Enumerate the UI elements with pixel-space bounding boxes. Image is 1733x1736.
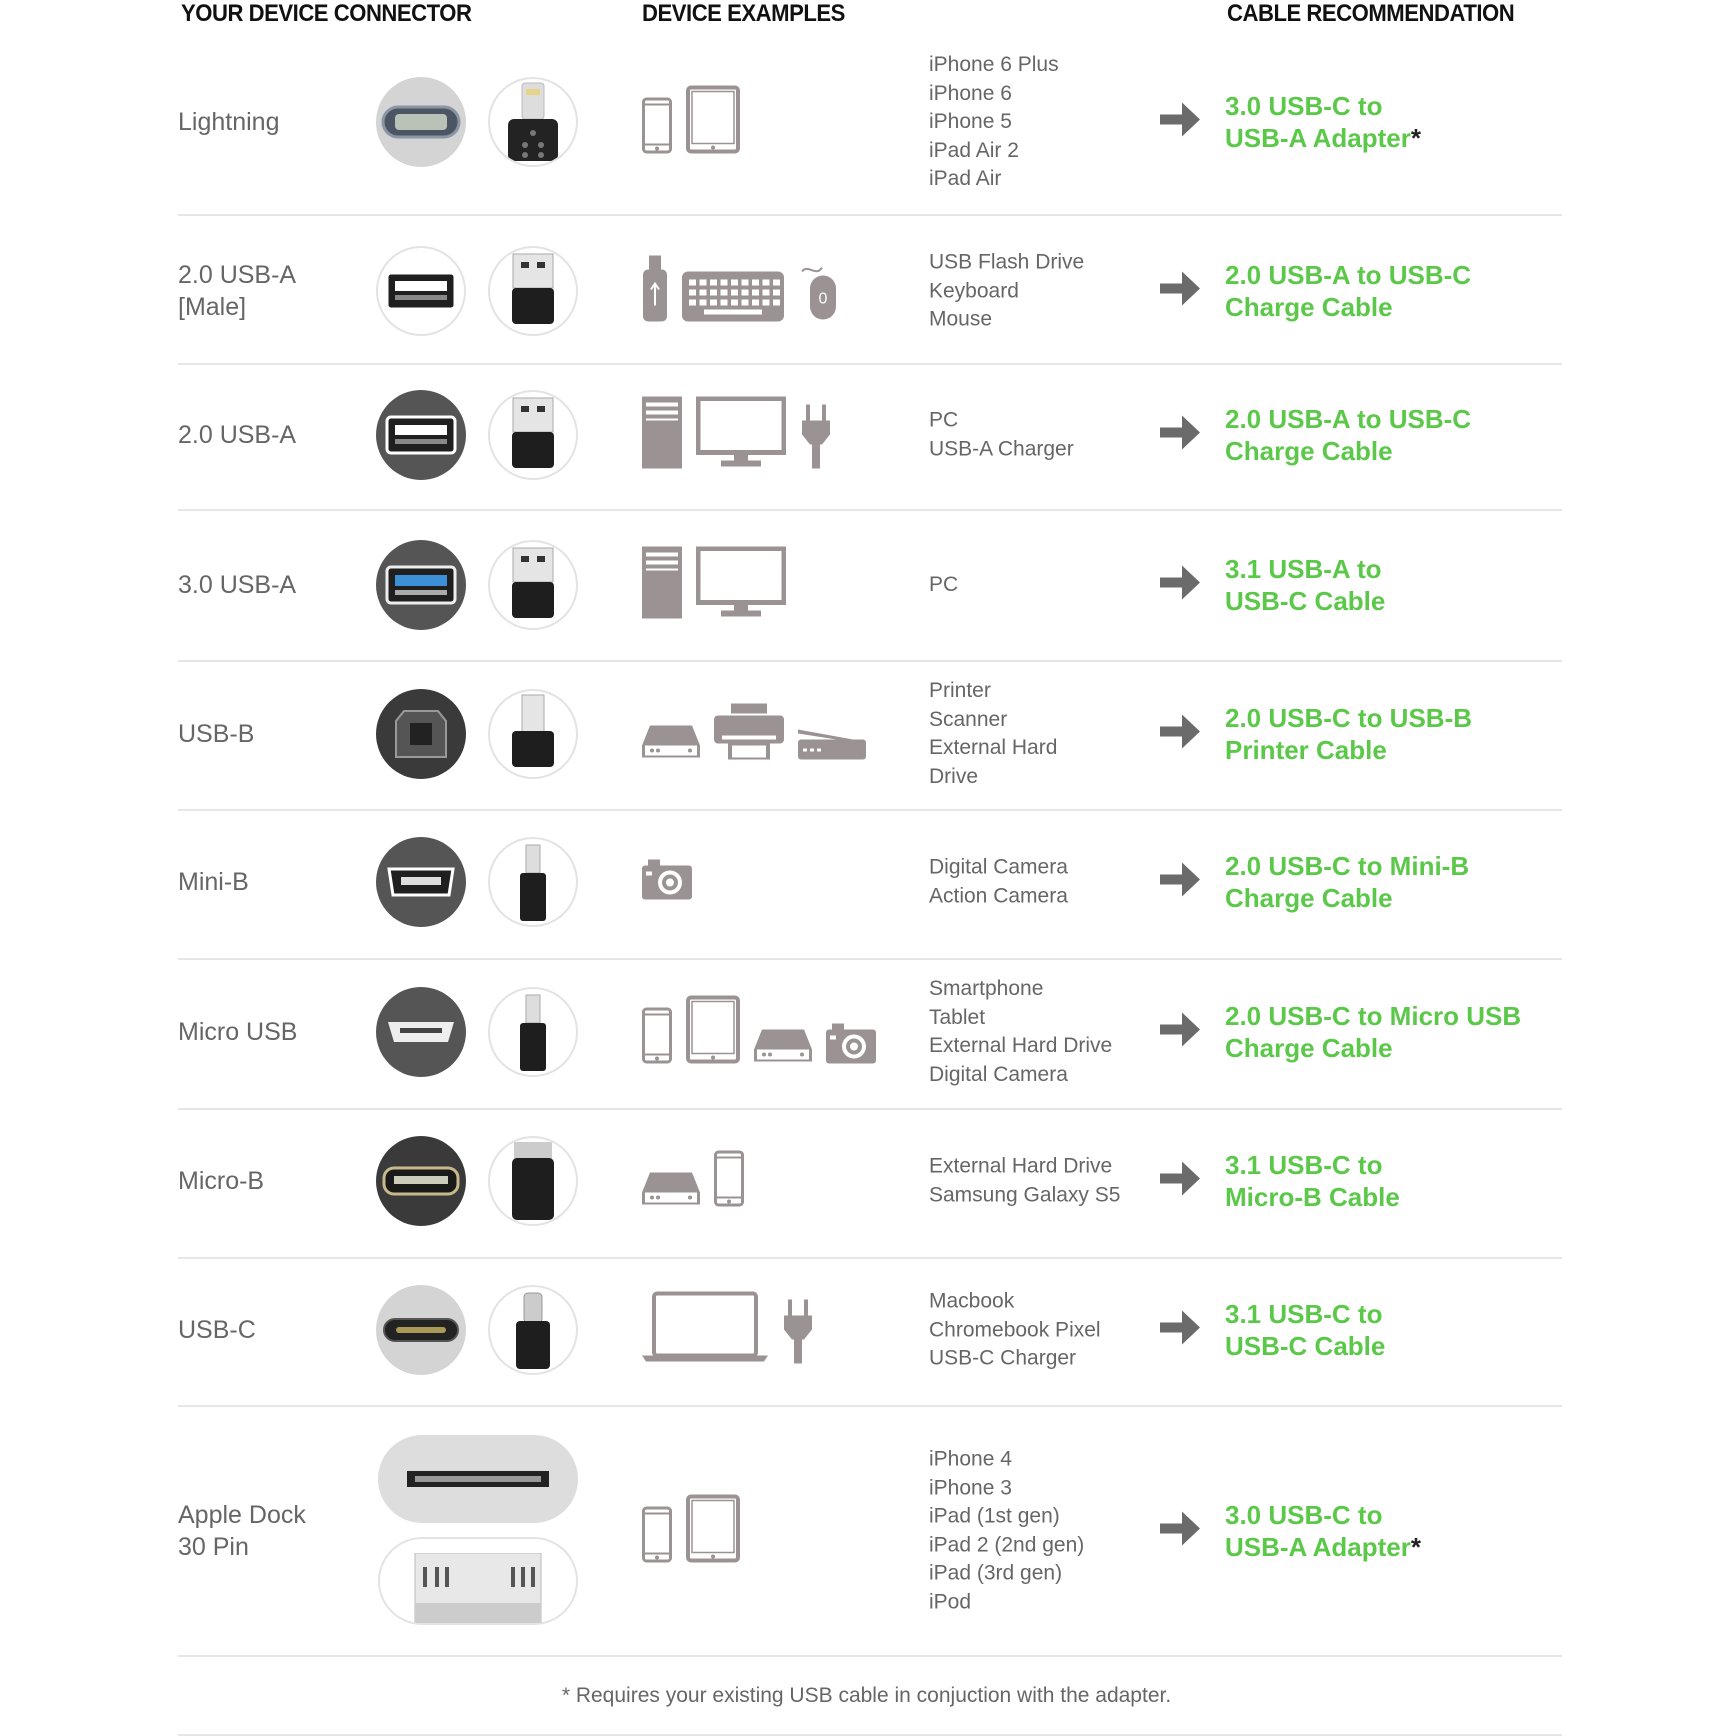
- recommendation-text: USB-C Cable: [1225, 1331, 1386, 1361]
- connector-label-line: 3.0 USB-A: [178, 571, 297, 599]
- connector-label: [178, 1165, 264, 1197]
- recommendation-line: [1225, 1499, 1421, 1531]
- arrow-right-icon: [1160, 101, 1202, 144]
- recommendation-line: [1225, 585, 1385, 617]
- header-connector: YOUR DEVICE CONNECTOR: [181, 0, 472, 27]
- laptop-icon: [642, 1292, 768, 1369]
- device-example: Mouse: [929, 307, 993, 331]
- device-icons: [642, 547, 786, 624]
- divider: [178, 1108, 1562, 1110]
- connector-label: [178, 1314, 256, 1346]
- device-example: iPhone 6 Plus: [929, 52, 1059, 76]
- power-plug-icon: [782, 1300, 814, 1369]
- device-example: External Hard: [929, 736, 1058, 759]
- device-example: USB-C Charger: [929, 1346, 1077, 1370]
- recommendation-line: [1225, 553, 1385, 585]
- device-examples: [929, 51, 1059, 194]
- cable-recommendation[interactable]: [1225, 1499, 1421, 1563]
- connector-label-line: 2.0 USB-A: [178, 421, 297, 449]
- tablet-icon: [686, 86, 740, 159]
- connector-label-line: Lightning: [178, 108, 280, 136]
- usb-drive-icon: [642, 256, 668, 327]
- device-example: iPad Air 2: [929, 138, 1019, 162]
- device-examples: [929, 1153, 1120, 1210]
- port-image: [376, 540, 466, 630]
- recommendation-line: [1225, 702, 1472, 734]
- device-icons: [642, 860, 692, 905]
- hard-drive-icon: [754, 1028, 812, 1069]
- connector-label: [178, 419, 296, 451]
- device-example: iPad 2 (2nd gen): [929, 1533, 1085, 1556]
- device-icons: [642, 86, 740, 159]
- plug-image: [488, 689, 578, 779]
- device-examples: [929, 677, 1057, 791]
- connector-label-line: USB-C: [178, 1316, 256, 1344]
- recommendation-text: 3.0 USB-C to: [1225, 91, 1383, 121]
- device-example: iPad (1st gen): [929, 1504, 1060, 1528]
- cable-recommendation[interactable]: [1225, 1298, 1385, 1362]
- port-image: [376, 1285, 466, 1375]
- connector-label: [178, 569, 296, 601]
- device-example: Tablet: [929, 1005, 986, 1029]
- recommendation-text: 3.1 USB-C to: [1225, 1150, 1383, 1180]
- arrow-right-icon: [1160, 414, 1202, 457]
- arrow-right-icon: [1160, 1160, 1202, 1203]
- port-image: [376, 987, 466, 1077]
- device-icons: [642, 1151, 744, 1212]
- port-image: [376, 77, 466, 167]
- recommendation-line: [1225, 435, 1471, 467]
- device-icons: [642, 256, 838, 327]
- connector-label: [178, 1016, 297, 1048]
- connector-label: [178, 718, 254, 750]
- device-example: Drive: [929, 764, 979, 788]
- divider: [178, 1655, 1562, 1657]
- arrow-right-icon: [1160, 713, 1202, 756]
- recommendation-text: USB-A Adapter: [1225, 1532, 1411, 1562]
- divider: [178, 509, 1562, 511]
- port-image: [376, 1136, 466, 1226]
- device-icons: [642, 397, 832, 474]
- device-example: PC: [929, 408, 959, 432]
- connector-label-line: USB-B: [178, 720, 255, 748]
- footnote: * Requires your existing USB cable in conjuction with the adapter.: [561, 1684, 1172, 1707]
- device-example: Printer: [929, 679, 991, 702]
- device-example: Scanner: [929, 707, 1008, 731]
- plug-image: [488, 246, 578, 336]
- connector-label-line: 30 Pin: [178, 1533, 249, 1561]
- recommendation-line: [1225, 1149, 1400, 1181]
- cable-recommendation[interactable]: [1225, 1149, 1400, 1213]
- device-example: USB-A Charger: [929, 437, 1074, 460]
- device-example: External Hard Drive: [929, 1034, 1113, 1057]
- cable-recommendation[interactable]: [1225, 403, 1471, 467]
- device-examples: [929, 975, 1112, 1089]
- tablet-icon: [686, 996, 740, 1069]
- connector-label-line: Apple Dock: [178, 1501, 306, 1529]
- arrow-right-icon: [1160, 270, 1202, 313]
- device-example: External Hard Drive: [929, 1154, 1113, 1178]
- port-image: [376, 390, 466, 480]
- recommendation-line: [1225, 291, 1471, 323]
- power-plug-icon: [800, 405, 832, 474]
- divider: [178, 809, 1562, 811]
- plug-image: [488, 1136, 578, 1226]
- device-example: PC: [929, 572, 959, 596]
- device-example: iPod: [929, 1590, 972, 1613]
- recommendation-text: Charge Cable: [1225, 292, 1393, 322]
- plug-image: [488, 390, 578, 480]
- recommendation-text: 2.0 USB-A to USB-C: [1225, 260, 1472, 290]
- plug-image: [488, 540, 578, 630]
- phone-icon: [642, 98, 672, 159]
- device-example: Digital Camera: [929, 855, 1068, 879]
- recommendation-line: [1225, 1298, 1385, 1330]
- cable-recommendation[interactable]: [1225, 90, 1421, 154]
- cable-recommendation[interactable]: [1225, 1000, 1521, 1064]
- dock-plug-image: [378, 1537, 578, 1625]
- connector-label-line: [Male]: [178, 293, 247, 321]
- recommendation-line: [1225, 122, 1421, 154]
- divider: [178, 1405, 1562, 1407]
- asterisk: *: [1410, 123, 1421, 153]
- tablet-icon: [686, 1495, 740, 1568]
- monitor-icon: [696, 547, 786, 624]
- recommendation-line: [1225, 90, 1421, 122]
- asterisk: *: [1410, 1532, 1421, 1562]
- device-example: Action Camera: [929, 884, 1068, 907]
- device-example: iPad (3rd gen): [929, 1561, 1063, 1585]
- divider: [178, 1257, 1562, 1259]
- divider: [178, 214, 1562, 216]
- recommendation-text: 3.1 USB-A to: [1225, 554, 1382, 584]
- recommendation-text: 3.0 USB-C to: [1225, 1500, 1383, 1530]
- hard-drive-icon: [642, 1171, 700, 1212]
- device-example: USB Flash Drive: [929, 250, 1085, 274]
- divider: [178, 660, 1562, 662]
- device-example: Digital Camera: [929, 1062, 1068, 1086]
- device-icons: [642, 1292, 814, 1369]
- recommendation-line: [1225, 734, 1472, 766]
- plug-image: [488, 837, 578, 927]
- plug-image: [488, 987, 578, 1077]
- device-icons: [642, 1495, 740, 1568]
- device-examples: [929, 854, 1068, 911]
- recommendation-text: Charge Cable: [1225, 436, 1393, 466]
- divider: [178, 958, 1562, 960]
- header-examples: DEVICE EXAMPLES: [642, 0, 845, 27]
- port-image: [376, 689, 466, 779]
- device-example: iPad Air: [929, 166, 1002, 190]
- device-example: iPhone 5: [929, 109, 1012, 133]
- recommendation-text: USB-C Cable: [1225, 586, 1386, 616]
- recommendation-line: [1225, 259, 1471, 291]
- recommendation-text: USB-A Adapter: [1225, 123, 1411, 153]
- divider: [178, 363, 1562, 365]
- device-examples: [929, 1446, 1084, 1617]
- phone-icon: [714, 1151, 744, 1212]
- recommendation-line: [1225, 1032, 1521, 1064]
- arrow-right-icon: [1160, 1309, 1202, 1352]
- hard-drive-icon: [642, 724, 700, 765]
- device-examples: [929, 571, 958, 600]
- recommendation-text: 2.0 USB-A to USB-C: [1225, 404, 1472, 434]
- header-recommendation: CABLE RECOMMENDATION: [1227, 0, 1515, 27]
- recommendation-text: Charge Cable: [1225, 1033, 1393, 1063]
- device-icons: [642, 704, 866, 765]
- arrow-right-icon: [1160, 861, 1202, 904]
- camera-icon: [826, 1024, 876, 1069]
- printer-icon: [714, 704, 784, 765]
- pc-tower-icon: [642, 397, 682, 474]
- arrow-right-icon: [1160, 1011, 1202, 1054]
- connector-label-line: Micro USB: [178, 1018, 298, 1046]
- recommendation-line: [1225, 1181, 1400, 1213]
- cable-recommendation[interactable]: [1225, 259, 1471, 323]
- recommendation-text: 3.1 USB-C to: [1225, 1299, 1383, 1329]
- svg-text:0: 0: [818, 290, 828, 308]
- plug-image: [488, 77, 578, 167]
- device-example: Macbook: [929, 1289, 1015, 1313]
- recommendation-line: [1225, 1531, 1421, 1563]
- scanner-icon: [798, 724, 866, 765]
- device-example: iPhone 4: [929, 1447, 1012, 1471]
- plug-image: [488, 1285, 578, 1375]
- device-examples: [929, 1287, 1101, 1373]
- recommendation-text: 2.0 USB-C to Mini-B: [1225, 851, 1470, 881]
- recommendation-line: [1225, 850, 1469, 882]
- camera-icon: [642, 860, 692, 905]
- cable-recommendation[interactable]: [1225, 702, 1472, 766]
- port-image: [376, 837, 466, 927]
- connector-label: [178, 866, 249, 898]
- connector-label-line: 2.0 USB-A: [178, 261, 297, 289]
- arrow-right-icon: [1160, 564, 1202, 607]
- cable-recommendation[interactable]: [1225, 850, 1469, 914]
- connector-label: [178, 259, 296, 323]
- phone-icon: [642, 1008, 672, 1069]
- phone-icon: [642, 1507, 672, 1568]
- recommendation-line: [1225, 1330, 1385, 1362]
- device-icons: [642, 996, 876, 1069]
- mouse-icon: [798, 258, 838, 327]
- cable-recommendation[interactable]: [1225, 553, 1385, 617]
- recommendation-text: Printer Cable: [1225, 735, 1387, 765]
- recommendation-line: [1225, 403, 1471, 435]
- device-example: Smartphone: [929, 977, 1044, 1000]
- device-example: Keyboard: [929, 278, 1019, 302]
- connector-label-line: Micro-B: [178, 1167, 265, 1195]
- pc-tower-icon: [642, 547, 682, 624]
- recommendation-text: Charge Cable: [1225, 883, 1393, 913]
- recommendation-line: [1225, 1000, 1521, 1032]
- recommendation-text: Micro-B Cable: [1225, 1182, 1400, 1212]
- port-image: [376, 246, 466, 336]
- device-example: Samsung Galaxy S5: [929, 1183, 1121, 1206]
- dock-port-image: [378, 1435, 578, 1523]
- recommendation-line: [1225, 882, 1469, 914]
- device-example: iPhone 6: [929, 81, 1012, 105]
- device-example: iPhone 3: [929, 1476, 1012, 1499]
- recommendation-text: 2.0 USB-C to Micro USB: [1225, 1001, 1522, 1031]
- connector-label: [178, 106, 279, 138]
- recommendation-text: 2.0 USB-C to USB-B: [1225, 703, 1473, 733]
- device-example: Chromebook Pixel: [929, 1317, 1101, 1341]
- connector-label-line: Mini-B: [178, 868, 249, 896]
- arrow-right-icon: [1160, 1510, 1202, 1553]
- monitor-icon: [696, 397, 786, 474]
- device-examples: [929, 248, 1084, 334]
- connector-label: [178, 1499, 306, 1563]
- keyboard-icon: [682, 272, 784, 327]
- device-examples: [929, 407, 1074, 464]
